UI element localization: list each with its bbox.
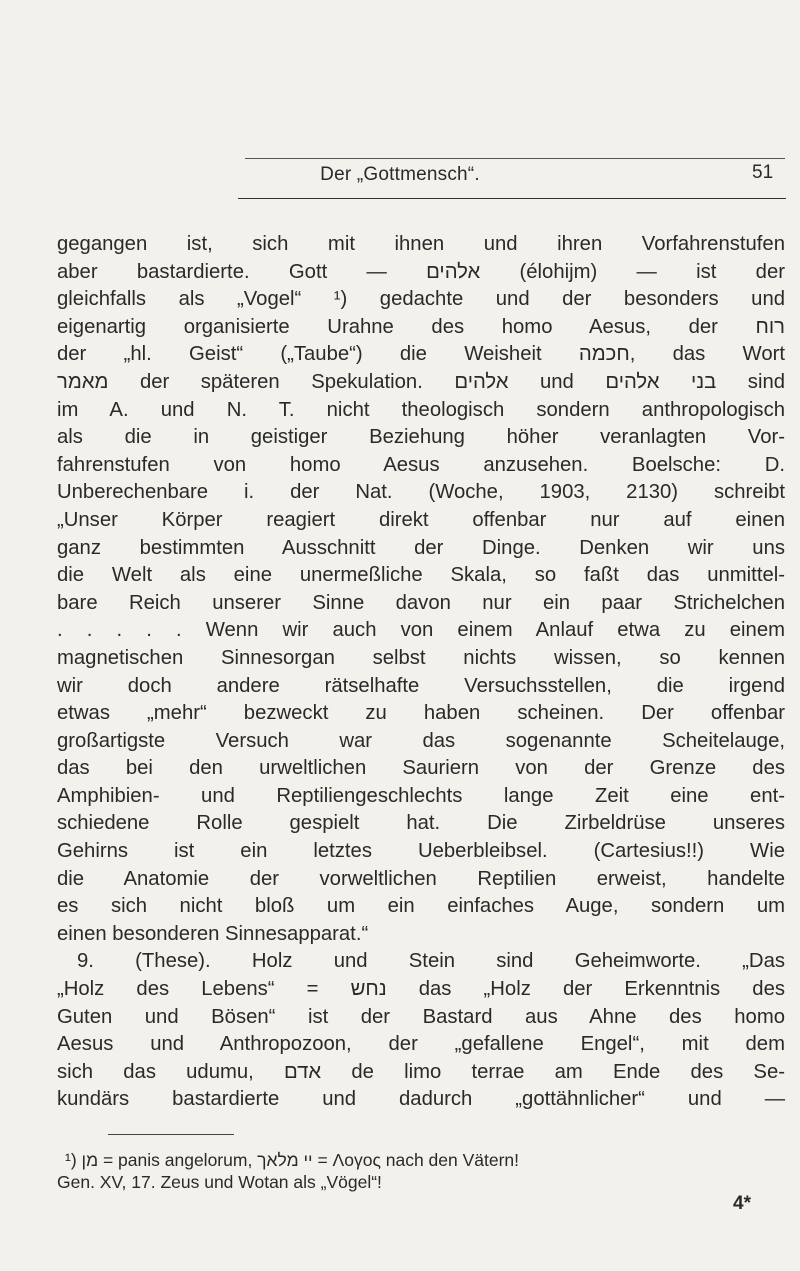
header-bottom-rule <box>238 198 786 199</box>
text-line: magnetischen Sinnesorgan selbst nichts wissen, so kennen <box>57 646 785 669</box>
text-line: aber bastardierte. Gott — אלהים (élohijm) — ist der <box>57 260 785 283</box>
text-line: ganz bestimmten Ausschnitt der Dinge. Denken wir uns <box>57 536 785 559</box>
footnote-line: ¹) מן = panis angelorum, יי מלאך = Λογος nach den Vätern! <box>65 1150 520 1170</box>
text-line: großartigste Versuch war das sogenannte Scheitelauge, <box>57 729 785 752</box>
text-line: schiedene Rolle gespielt hat. Die Zirbeldrüse unseres <box>57 812 785 835</box>
text-line: „Holz des Lebens“ = נחש das „Holz der Erkenntnis des <box>57 978 785 1001</box>
text-line: . . . . . Wenn wir auch von einem Anlauf etwa zu einem <box>57 619 785 642</box>
text-line: im A. und N. T. nicht theologisch sondern anthropologisch <box>57 398 785 421</box>
text-line: kundärs bastardierte und dadurch „gottähnlicher“ und — <box>57 1088 785 1111</box>
page-number: 51 <box>752 162 774 183</box>
footnote-line: Gen. XV, 17. Zeus und Wotan als „Vögel“! <box>57 1172 382 1192</box>
page-header <box>0 158 800 204</box>
text-line: מאמר der späteren Spekulation. אלהים und בני אלהים sind <box>57 370 786 393</box>
text-line: als die in geistiger Beziehung höher veranlagten Vor- <box>57 426 785 449</box>
text-line: das bei den urweltlichen Sauriern von der Grenze des <box>57 757 785 780</box>
text-line-thesis: 9. (These). Holz und Stein sind Geheimworte. „Das <box>77 950 785 973</box>
footnotes <box>57 1149 785 1193</box>
text-line: einen besonderen Sinnesapparat.“ <box>57 922 369 945</box>
text-line: eigenartig organisierte Urahne des homo Aesus, der רוח <box>57 315 785 338</box>
header-top-rule <box>245 158 785 159</box>
text-line: Unberechenbare i. der Nat. (Woche, 1903, 2130) schreibt <box>57 481 785 504</box>
text-line: Amphibien- und Reptiliengeschlechts lange Zeit eine ent- <box>57 784 785 807</box>
text-line: sich das udumu, אדם de limo terrae am Ende des Se- <box>57 1060 785 1083</box>
text-line: gleichfalls als „Vogel“ ¹) gedachte und der besonders und <box>57 288 785 311</box>
text-line: es sich nicht bloß um ein einfaches Auge, sondern um <box>57 895 785 918</box>
text-line: wir doch andere rätselhafte Versuchsstellen, die irgend <box>57 674 785 697</box>
text-line: die Anatomie der vorweltlichen Reptilien erweist, handelte <box>57 867 785 890</box>
text-line: etwas „mehr“ bezweckt zu haben scheinen. Der offenbar <box>57 702 785 725</box>
text-line: die Welt als eine unermeßliche Skala, so faßt das unmittel- <box>57 564 785 587</box>
text-line: Aesus und Anthropozoon, der „gefallene Engel“, mit dem <box>57 1033 785 1056</box>
text-line: „Unser Körper reagiert direkt offenbar nur auf einen <box>57 508 785 531</box>
text-line: gegangen ist, sich mit ihnen und ihren Vorfahrenstufen <box>57 233 785 255</box>
printer-signature-mark: 4* <box>733 1193 751 1214</box>
text-line: der „hl. Geist“ („Taube“) die Weisheit חכמה, das Wort <box>57 343 785 366</box>
text-line: Gehirns ist ein letztes Ueberbleibsel. (Cartesius!!) Wie <box>57 840 785 863</box>
text-line: fahrenstufen von homo Aesus anzusehen. Boelsche: D. <box>57 453 785 476</box>
text-line: Guten und Bösen“ ist der Bastard aus Ahne des homo <box>57 1005 785 1028</box>
text-line: bare Reich unserer Sinne davon nur ein paar Strichelchen <box>57 591 785 614</box>
running-title: Der „Gottmensch“. <box>320 164 480 185</box>
footnote-divider <box>108 1134 234 1135</box>
main-text <box>57 231 785 1114</box>
